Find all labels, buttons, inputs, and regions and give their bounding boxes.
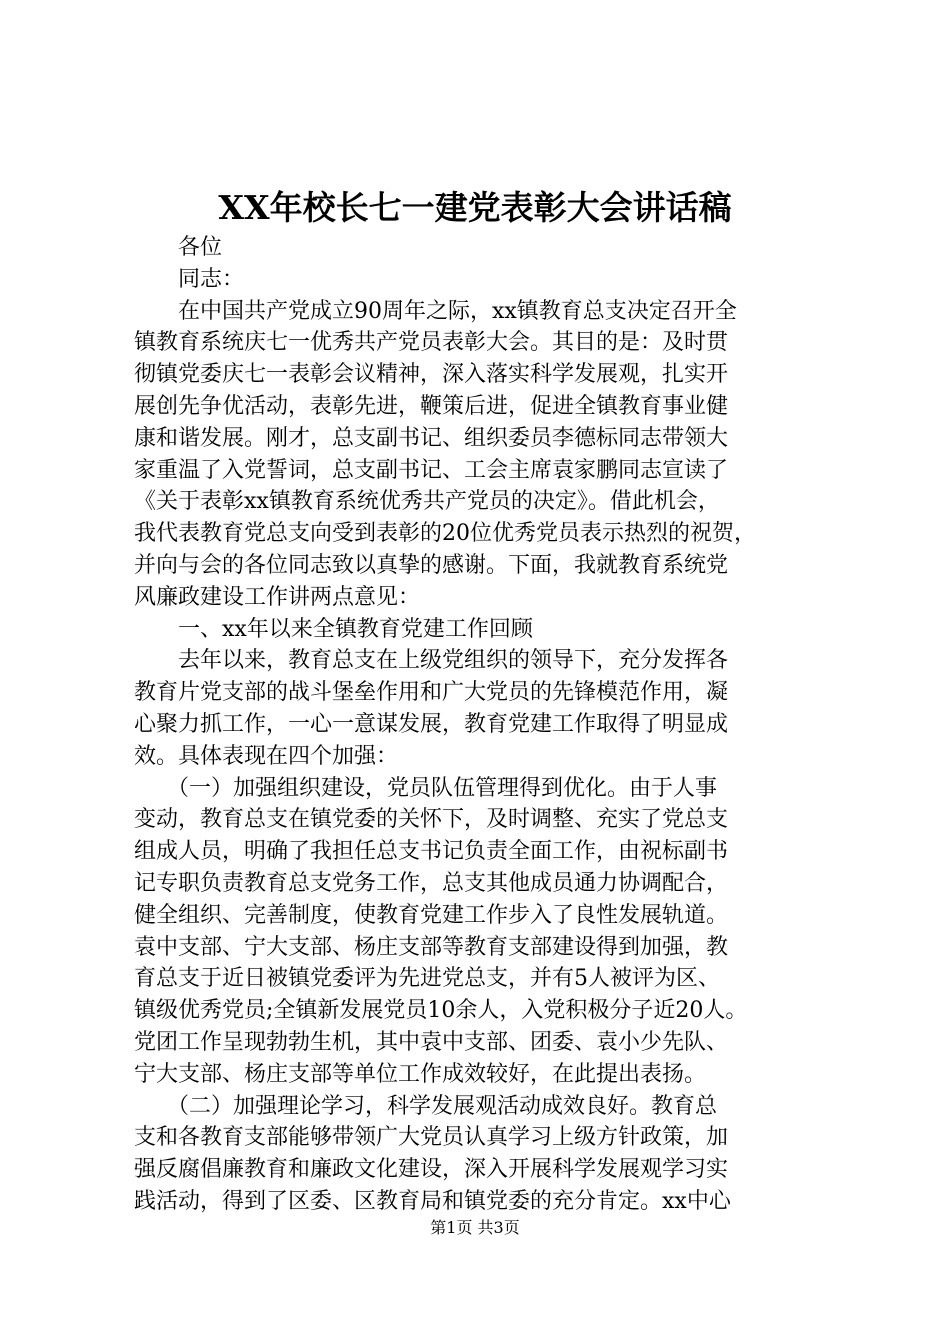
body-line: 镇级优秀党员;全镇新发展党员10余人，入党积极分子近20人。 [134,998,748,1024]
document-body [134,232,824,1218]
body-line: 我代表教育党总支向受到表彰的20位优秀党员表示热烈的祝贺， [134,521,756,547]
body-line: 效。具体表现在四个加强： [134,743,399,769]
body-line: 风廉政建设工作讲两点意见： [134,584,421,610]
body-line: 支和各教育支部能够带领广大党员认真学习上级方针政策，加 [134,1125,729,1151]
body-line: 各位 [134,235,223,260]
body-line: 一、xx年以来全镇教育党建工作回顾 [134,616,533,642]
body-line: 镇教育系统庆七一优秀共产党员表彰大会。其目的是：及时贯 [134,330,729,356]
page-footer: 第1页 共3页 [430,1218,520,1237]
body-line: 宁大支部、杨庄支部等单位工作成效较好，在此提出表扬。 [134,1061,707,1087]
body-line: 强反腐倡廉教育和廉政文化建设，深入开展科学发展观学习实 [134,1157,729,1183]
body-line: 康和谐发展。刚才，总支副书记、组织委员李德标同志带领大 [134,425,729,451]
body-line: 并向与会的各位同志致以真挚的感谢。下面，我就教育系统党 [134,552,729,578]
body-line: 家重温了入党誓词，总支副书记、工会主席袁家鹏同志宣读了 [134,457,729,483]
body-line: 党团工作呈现勃勃生机，其中袁中支部、团委、袁小少先队、 [134,1029,729,1055]
body-line: 记专职负责教育总支党务工作，总支其他成员通力协调配合， [134,870,729,896]
body-line: 展创先争优活动，表彰先进，鞭策后进，促进全镇教育事业健 [134,393,729,419]
body-line: 心聚力抓工作，一心一意谋发展，教育党建工作取得了明显成 [134,711,729,737]
body-line: 践活动，得到了区委、区教育局和镇党委的充分肯定。xx中心 [134,1188,731,1214]
body-line: 变动，教育总支在镇党委的关怀下，及时调整、充实了党总支 [134,807,729,833]
body-line: 育总支于近日被镇党委评为先进党总支，并有5人被评为区、 [134,966,720,992]
body-line: 去年以来，教育总支在上级党组织的领导下，充分发挥各 [134,648,729,674]
body-line: 健全组织、完善制度，使教育党建工作步入了良性发展轨道。 [134,902,729,928]
body-line: 彻镇党委庆七一表彰会议精神，深入落实科学发展观，扎实开 [134,362,729,388]
body-line: 在中国共产党成立90周年之际，xx镇教育总支决定召开全 [134,298,737,324]
document-title: XX年校长七一建党表彰大会讲话稿 [218,188,732,227]
body-line: （一）加强组织建设，党员队伍管理得到优化。由于人事 [134,775,718,801]
body-line: 教育片党支部的战斗堡垒作用和广大党员的先锋模范作用，凝 [134,680,729,706]
body-line: 同志： [134,266,245,292]
body-line: （二）加强理论学习，科学发展观活动成效良好。教育总 [134,1093,718,1119]
body-line: 《关于表彰xx镇教育系统优秀共产党员的决定》。借此机会， [134,489,720,515]
body-line: 袁中支部、宁大支部、杨庄支部等教育支部建设得到加强，教 [134,934,729,960]
body-line: 组成人员，明确了我担任总支书记负责全面工作，由祝标副书 [134,839,729,865]
